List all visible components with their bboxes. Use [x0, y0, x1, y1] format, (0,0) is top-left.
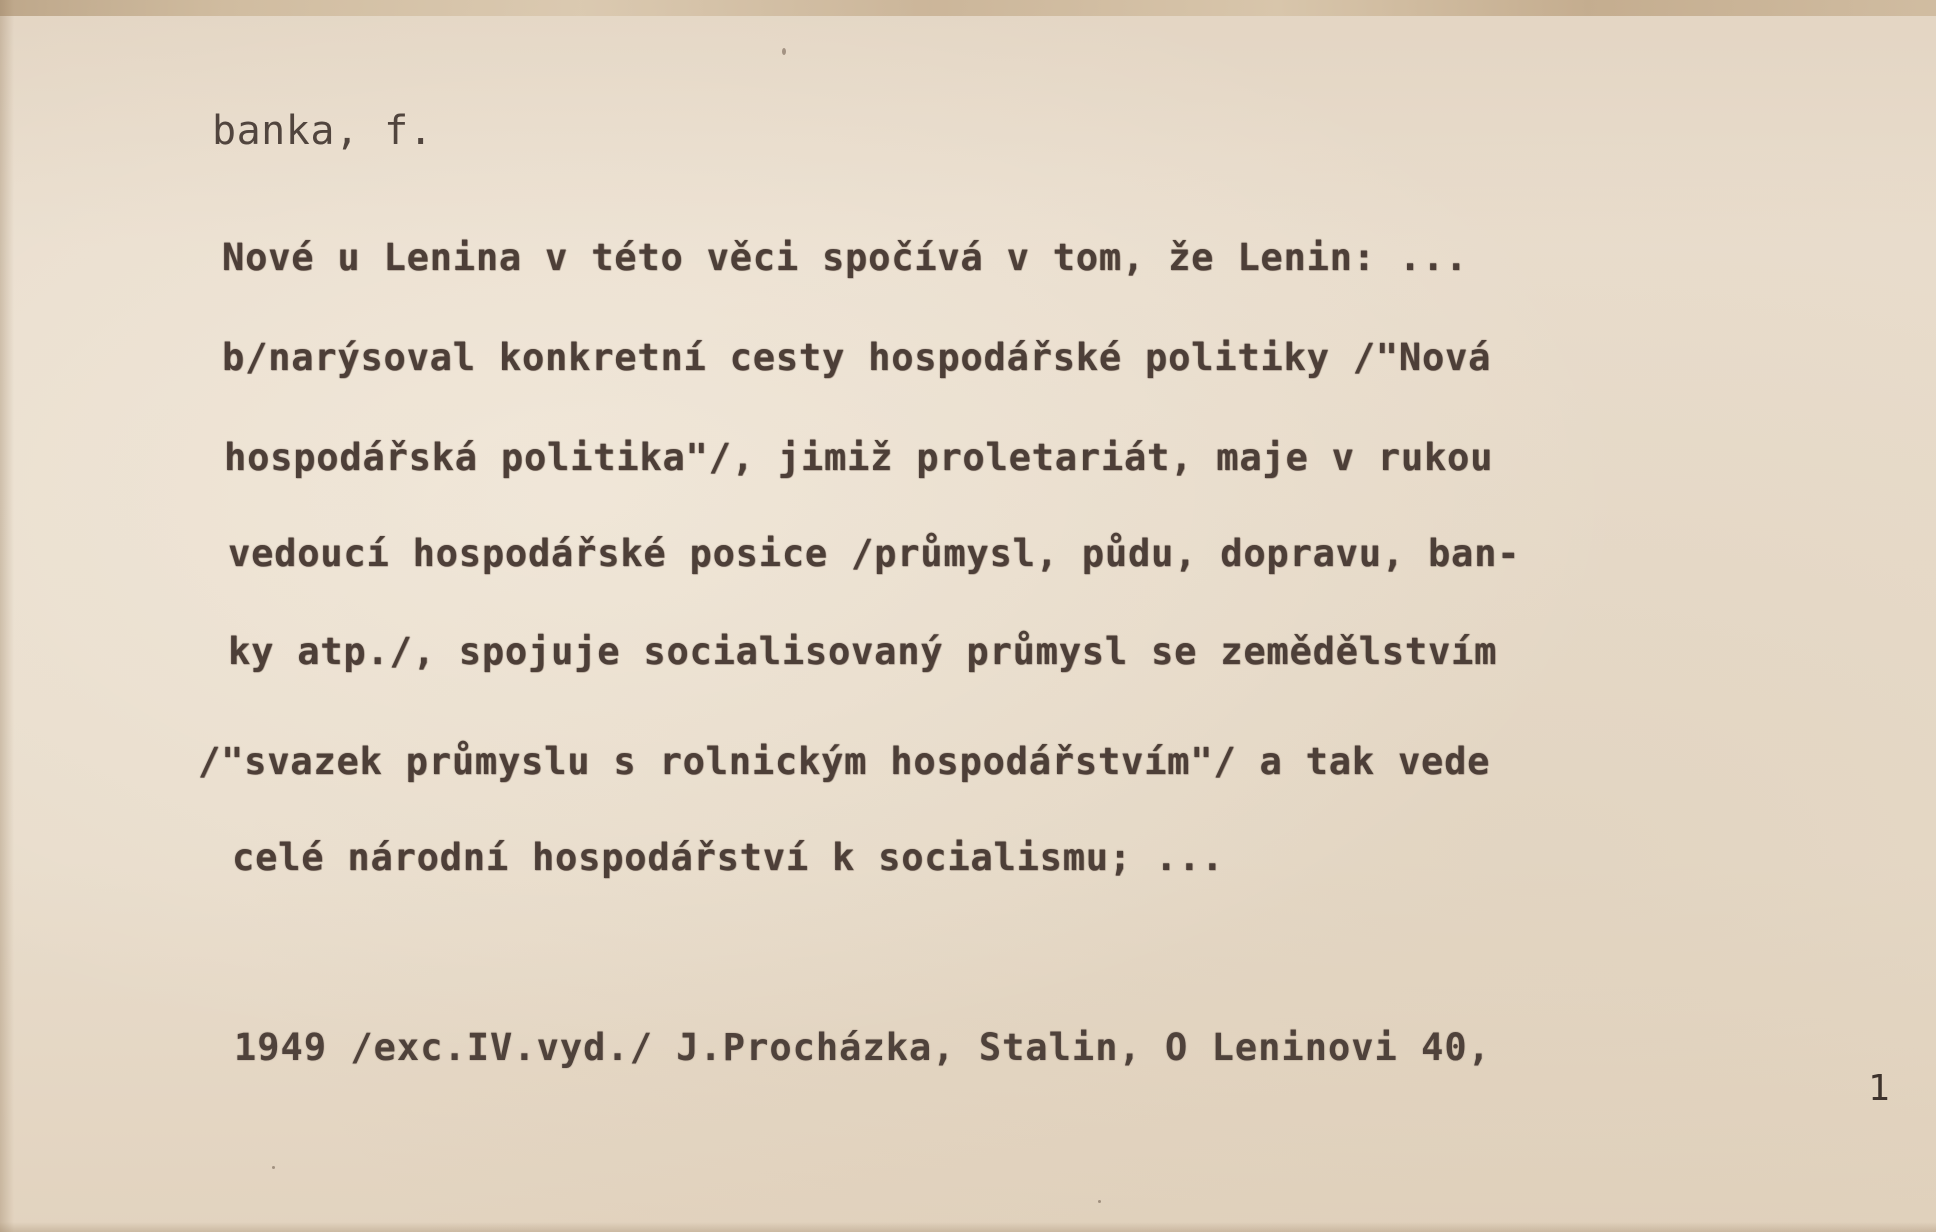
quote-line: ky atp./, spojuje socialisovaný průmysl se zemědělstvím	[228, 630, 1498, 673]
paper-speck	[782, 48, 786, 55]
card-left-edge	[0, 0, 14, 1232]
quote-line: celé národní hospodářství k socialismu; ...	[232, 836, 1225, 879]
card-top-edge	[0, 0, 1936, 16]
quote-line: hospodářská politika"/, jimiž proletariát, maje v rukou	[224, 436, 1494, 479]
quote-line: b/narýsoval konkretní cesty hospodářské politiky /"Nová	[222, 336, 1492, 379]
entry-headword: banka, f.	[212, 108, 434, 154]
quote-line: Nové u Lenina v této věci spočívá v tom, že Lenin: ...	[222, 236, 1469, 279]
source-citation: 1949 /exc.IV.vyd./ J.Procházka, Stalin, O Leninovi 40,	[234, 1026, 1491, 1069]
quote-line: vedoucí hospodářské posice /průmysl, půdu, dopravu, ban-	[228, 532, 1521, 575]
paper-speck	[272, 1166, 275, 1169]
quote-line: /"svazek průmyslu s rolnickým hospodářstvím"/ a tak vede	[198, 740, 1491, 783]
page-number: 1	[1868, 1068, 1891, 1109]
paper-speck	[1098, 1200, 1101, 1203]
card-bottom-edge	[0, 1222, 1936, 1232]
